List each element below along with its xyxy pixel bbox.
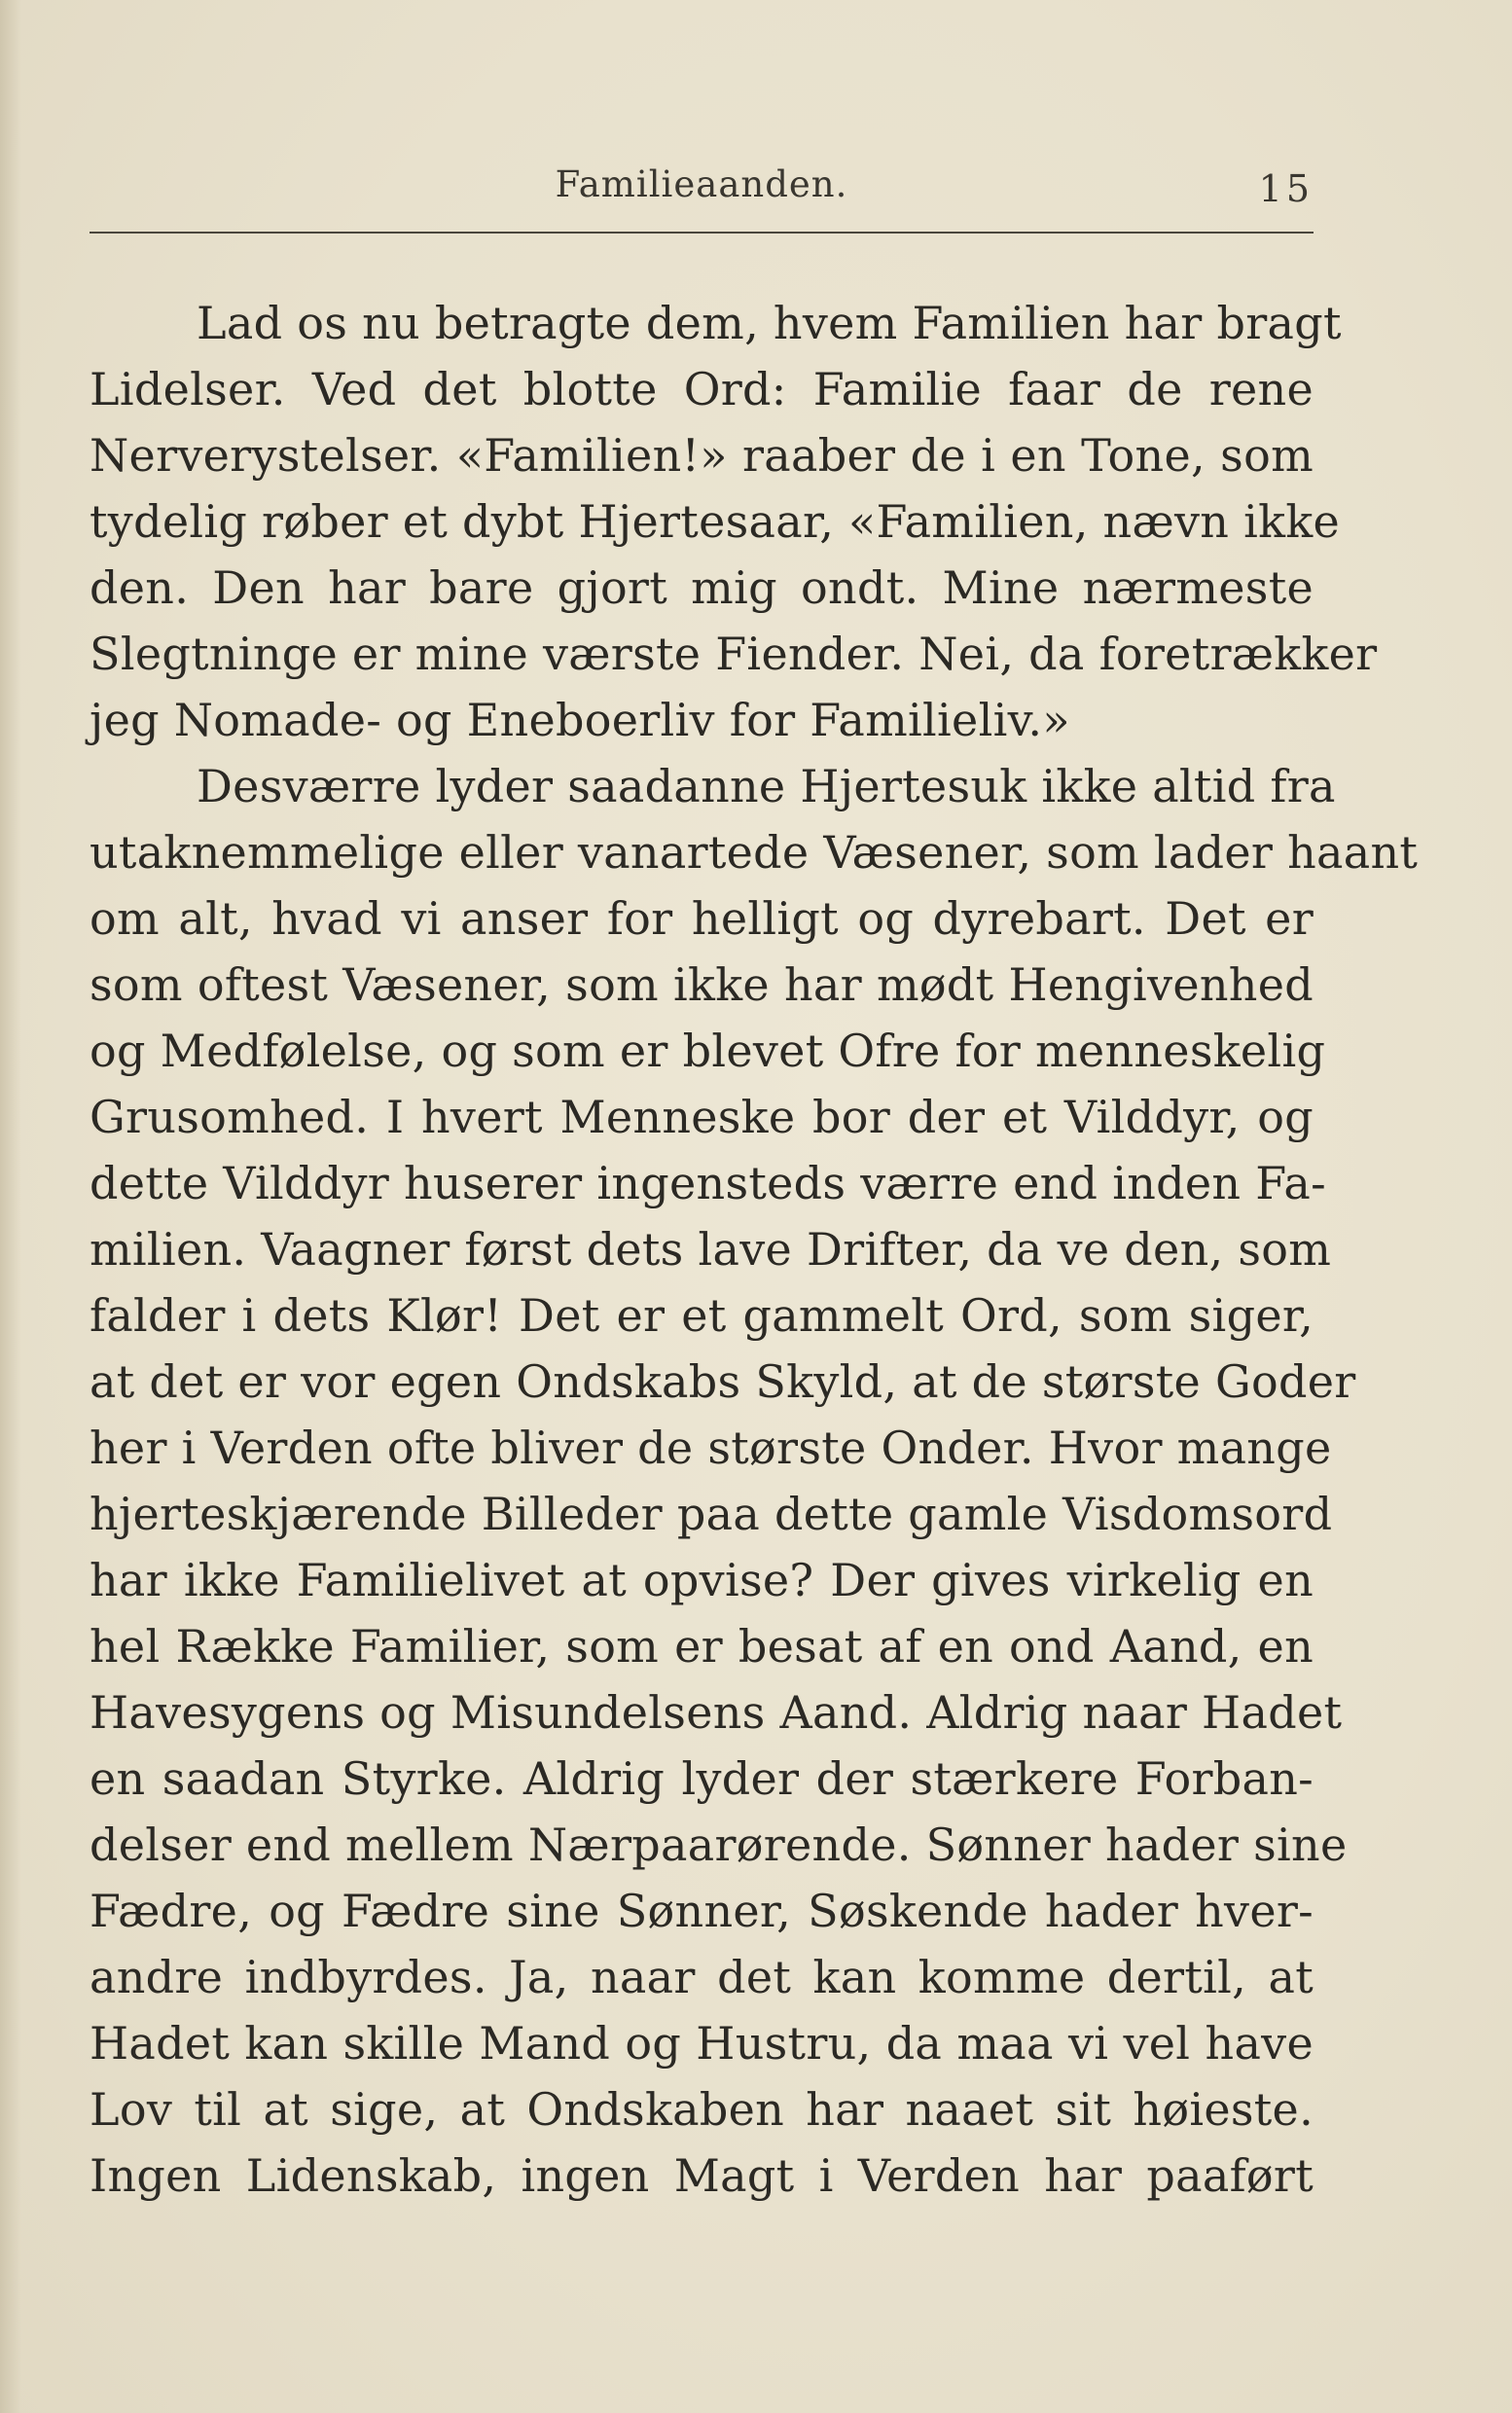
text-line: dette Vilddyr huserer ingensteds værre end inden Fa-: [90, 1157, 1326, 1209]
text-line: tydelig røber et dybt Hjertesaar, «Familien, nævn ikke: [90, 495, 1341, 548]
text-line: delser end mellem Nærpaarørende. Sønner hader sine: [90, 1819, 1348, 1871]
text-line: en saadan Styrke. Aldrig lyder der stærkere Forban-: [90, 1752, 1314, 1805]
text-line: den. Den har bare gjort mig ondt. Mine nærmeste: [90, 561, 1314, 614]
running-title: Familieaanden.: [555, 163, 848, 205]
text-line: som oftest Væsener, som ikke har mødt Hengivenhed: [90, 958, 1314, 1011]
text-line: Fædre, og Fædre sine Sønner, Søskende hader hver-: [90, 1885, 1314, 1937]
text-line: Ingen Lidenskab, ingen Magt i Verden har paaført: [90, 2149, 1314, 2202]
page-number: 15: [1258, 167, 1314, 210]
text-line: har ikke Familielivet at opvise? Der gives virkelig en: [90, 1554, 1314, 1606]
text-line: utaknemmelige eller vanartede Væsener, som lader haant: [90, 826, 1419, 879]
text-line: at det er vor egen Ondskabs Skyld, at de største Goder: [90, 1355, 1356, 1408]
text-line: om alt, hvad vi anser for helligt og dyrebart. Det er: [90, 892, 1314, 945]
text-line: hjerteskjærende Billeder paa dette gamle Visdomsord: [90, 1488, 1333, 1540]
text-line: her i Verden ofte bliver de største Onder. Hvor mange: [90, 1422, 1332, 1474]
text-line: Lad os nu betragte dem, hvem Familien har bragt: [197, 297, 1342, 349]
text-line: falder i dets Klør! Det er et gammelt Ord, som siger,: [90, 1289, 1314, 1342]
text-line: milien. Vaagner først dets lave Drifter, da ve den, som: [90, 1223, 1332, 1276]
text-line: hel Række Familier, som er besat af en ond Aand, en: [90, 1620, 1314, 1673]
text-line: Lidelser. Ved det blotte Ord: Familie faar de rene: [90, 363, 1314, 415]
text-line: Lov til at sige, at Ondskaben har naaet sit høieste.: [90, 2083, 1314, 2136]
text-line: Slegtninge er mine værste Fiender. Nei, da foretrækker: [90, 628, 1378, 680]
body-text: [90, 290, 1419, 2209]
text-line: Nerverystelser. «Familien!» raaber de i en Tone, som: [90, 429, 1314, 482]
text-line: Desværre lyder saadanne Hjertesuk ikke altid fra: [197, 760, 1336, 812]
text-line: Hadet kan skille Mand og Hustru, da maa vi vel have: [90, 2017, 1314, 2070]
page-header: [90, 163, 1314, 232]
text-line: og Medfølelse, og som er blevet Ofre for menneskelig: [90, 1025, 1326, 1077]
text-line: Havesygens og Misundelsens Aand. Aldrig naar Hadet: [90, 1686, 1343, 1739]
text-line: jeg Nomade- og Eneboerliv for Familieliv.»: [90, 694, 1070, 746]
binding-shadow: [0, 0, 21, 2413]
header-rule: [90, 232, 1314, 234]
text-line: andre indbyrdes. Ja, naar det kan komme dertil, at: [90, 1951, 1314, 2003]
text-line: Grusomhed. I hvert Menneske bor der et Vilddyr, og: [90, 1091, 1314, 1143]
